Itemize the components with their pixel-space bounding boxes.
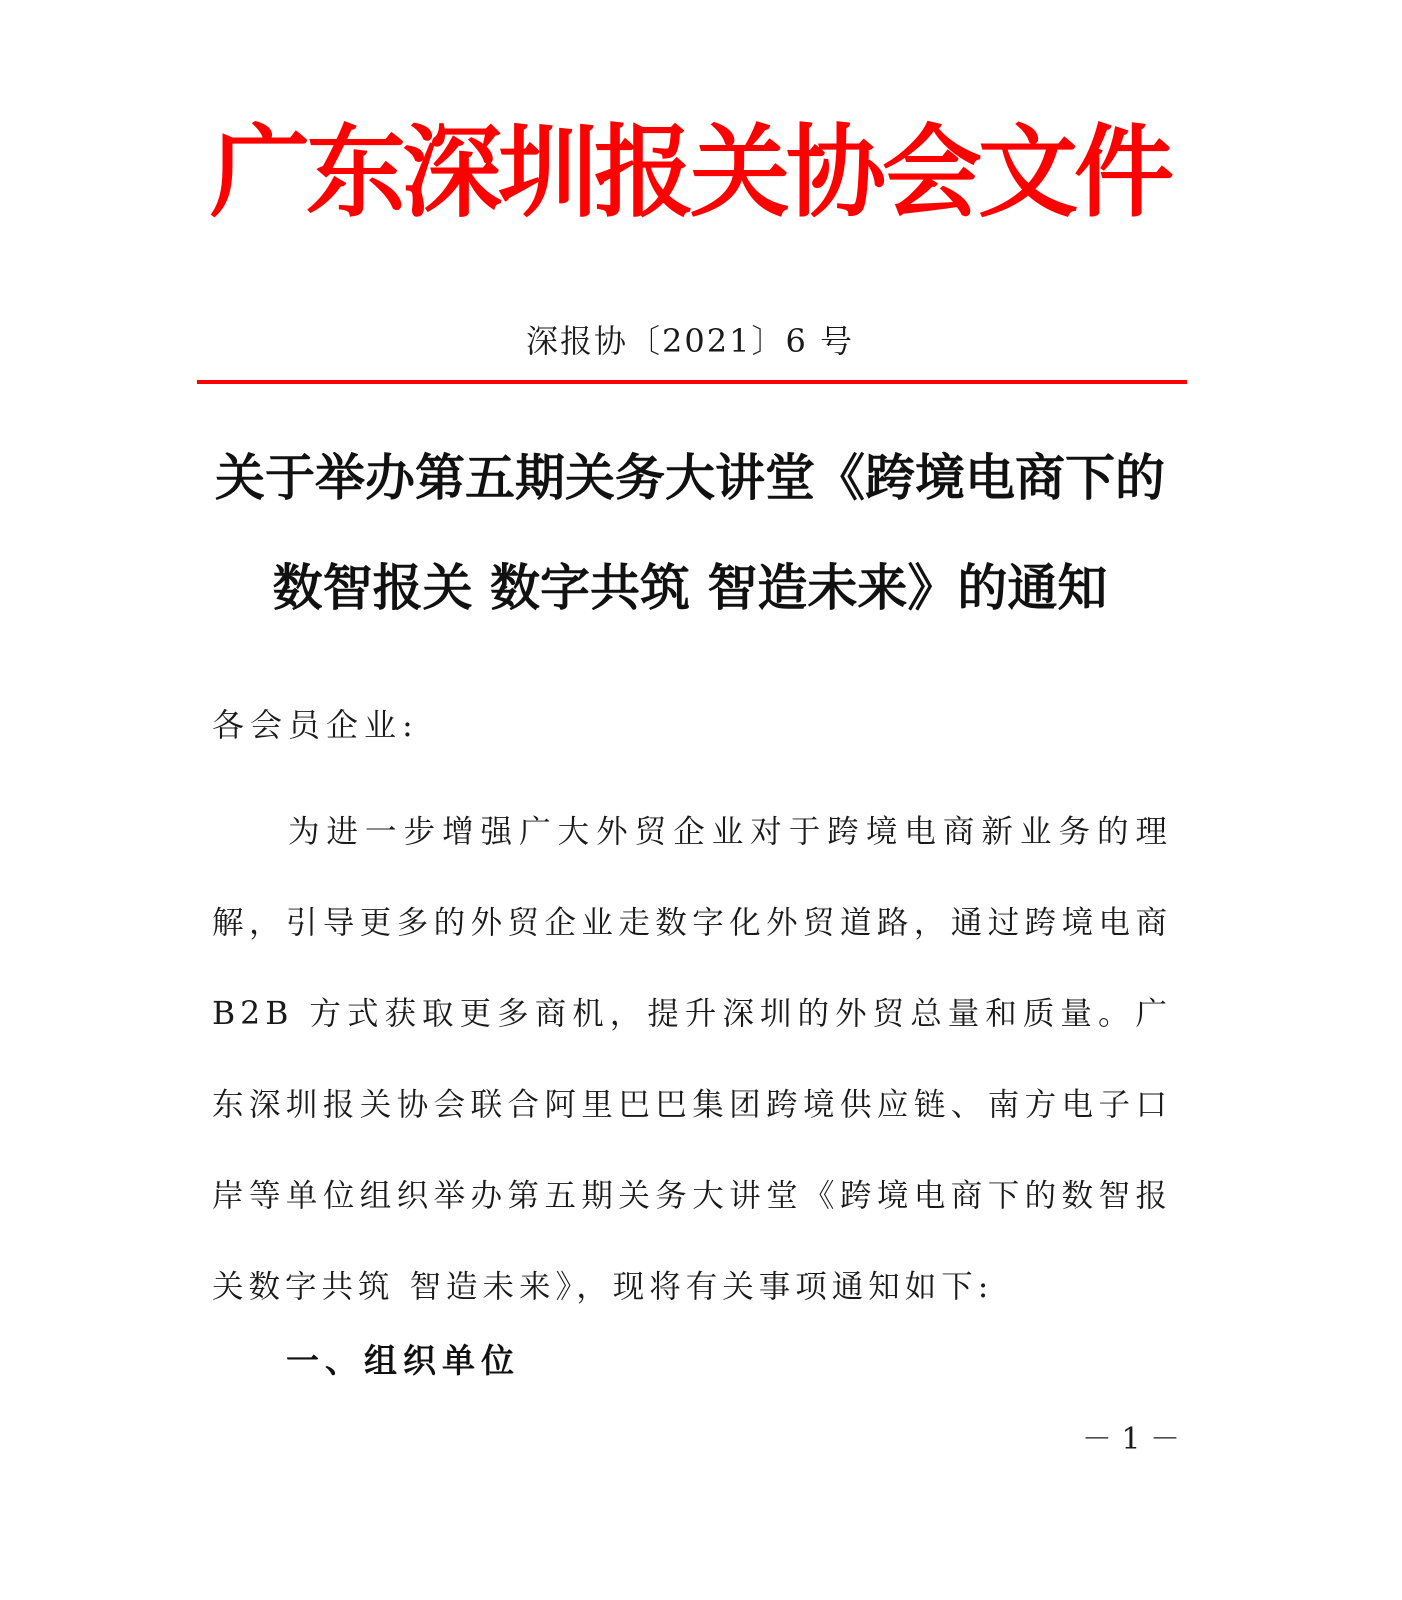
body-paragraph: 为进一步增强广大外贸企业对于跨境电商新业务的理解，引导更多的外贸企业走数字化外贸道路，通过跨境电商B2B 方式获取更多商机，提升深圳的外贸总量和质量。广东深圳报关协会联合阿里巴巴集团跨境供应链、南方电子口岸等单位组织举办第五期关务大讲堂《跨境电商下的数智报关数字共筑 智造未来》，现将有关事项通知如下: — [212, 814, 1172, 1305]
red-divider-line — [197, 380, 1187, 384]
notice-title-line-1: 关于举办第五期关务大讲堂《跨境电商下的 — [215, 448, 1165, 507]
document-number: 深报协〔2021〕6 号 — [526, 322, 854, 360]
salutation: 各会员企业: — [212, 706, 419, 744]
section-heading-organizers: 一、组织单位 — [286, 1341, 520, 1380]
notice-title-line-2: 数智报关 数字共筑 智造未来》的通知 — [272, 558, 1108, 617]
masthead-title: 广东深圳报关协会文件 — [210, 114, 1170, 231]
page-number: － 1 － — [1081, 1422, 1180, 1457]
